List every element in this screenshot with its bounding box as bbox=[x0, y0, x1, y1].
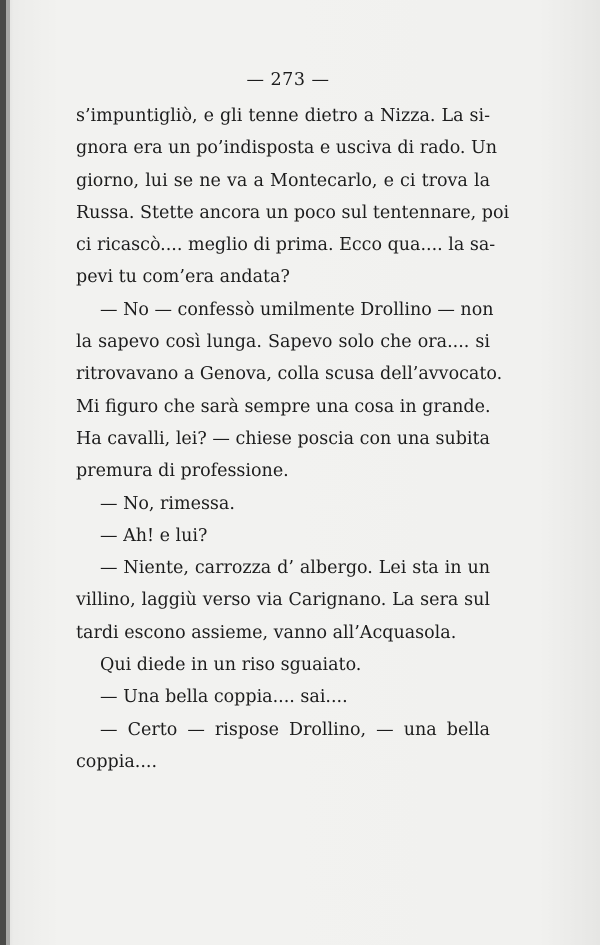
text-line: pevi tu com’era andata? bbox=[76, 267, 290, 288]
text-line: Ha cavalli, lei? — chiese poscia con una subita bbox=[76, 428, 490, 449]
page-text-block bbox=[76, 60, 510, 778]
page-binding-shadow bbox=[6, 0, 10, 945]
text-line: ci ricascò.... meglio di prima. Ecco qua.... la sa- bbox=[76, 235, 496, 256]
text-line: tardi escono assieme, vanno all’Acquasola. bbox=[76, 622, 457, 643]
text-line: — Ah! e lui? bbox=[100, 525, 208, 546]
text-line: s’impuntigliò, e gli tenne dietro a Nizza. La si- bbox=[76, 106, 490, 126]
text-line: — Niente, carrozza d’ albergo. Lei sta in un bbox=[100, 558, 490, 579]
text-line: ritrovavano a Genova, colla scusa dell’avvocato. bbox=[76, 364, 503, 385]
text-line: gnora era un po’indisposta e usciva di rado. Un bbox=[76, 138, 498, 159]
text-line: — No, rimessa. bbox=[100, 493, 235, 514]
text-line: coppia.... bbox=[76, 751, 158, 772]
text-line: giorno, lui se ne va a Montecarlo, e ci trova la bbox=[76, 170, 490, 191]
text-line: — No — confessò umilmente Drollino — non bbox=[100, 299, 494, 320]
text-line: — Una bella coppia.... sai.... bbox=[100, 687, 348, 708]
text-line: la sapevo così lunga. Sapevo solo che ora.... si bbox=[76, 332, 490, 353]
text-line: premura di professione. bbox=[76, 461, 289, 482]
text-line: — Certo — rispose Drollino, — una bella bbox=[100, 719, 490, 740]
text-line: Qui diede in un riso sguaiato. bbox=[100, 655, 362, 676]
text-line: Russa. Stette ancora un poco sul tentennare, poi bbox=[76, 202, 510, 223]
text-line: Mi figuro che sarà sempre una cosa in grande. bbox=[76, 396, 491, 417]
page-number: — 273 — bbox=[246, 70, 330, 90]
text-line: villino, laggiù verso via Carignano. La sera sul bbox=[76, 590, 490, 611]
